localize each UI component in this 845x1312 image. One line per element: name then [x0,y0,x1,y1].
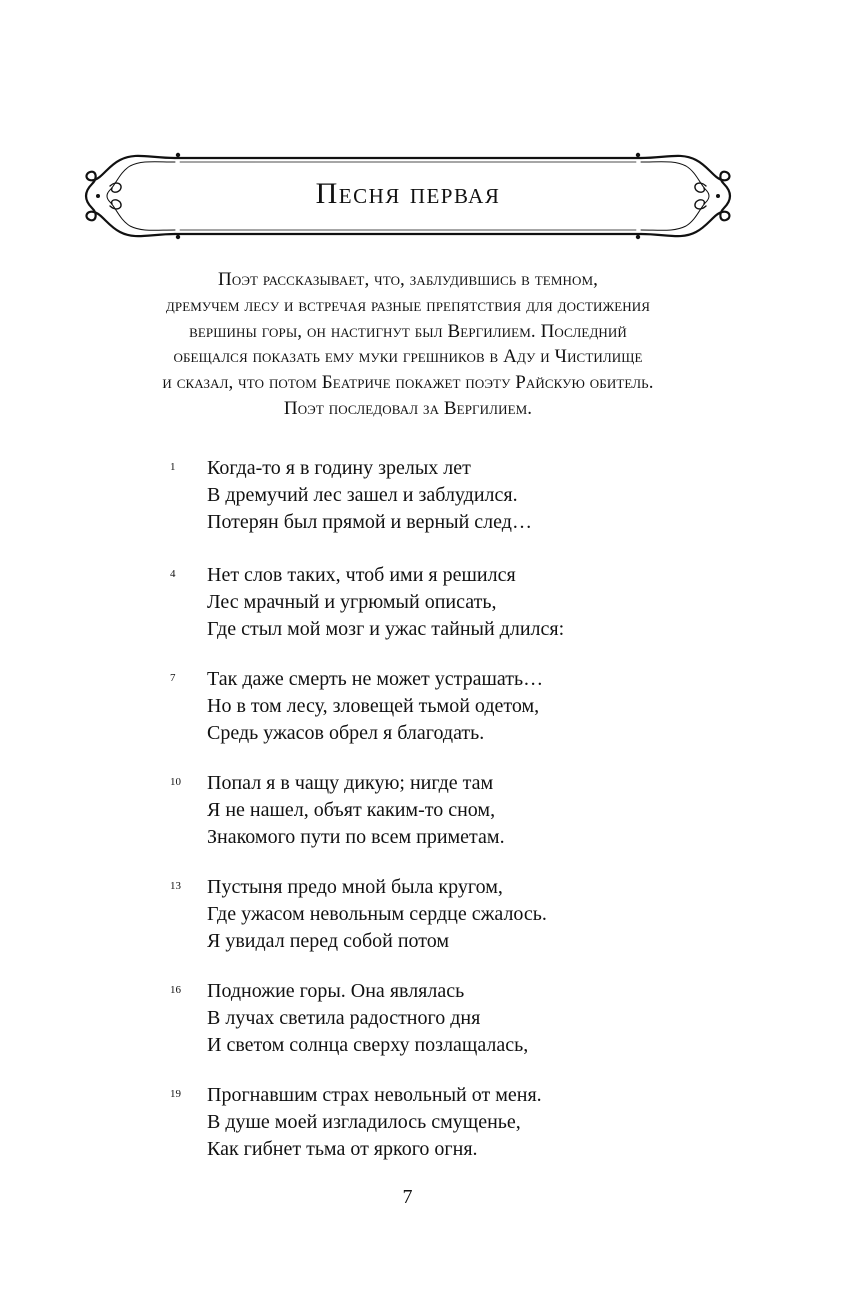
argument-line: и сказал, что потом Беатриче покажет поэту Райскую обитель. [162,372,654,394]
stanza-lines [207,1082,542,1163]
verse-line: В душе моей изгладилось смущенье, [207,1111,521,1133]
argument-line: дремучем лесу и встречая разные препятствия для достижения [165,294,651,316]
page-number: 7 [402,1186,413,1208]
verse-line: Знакомого пути по всем приметам. [207,826,505,848]
verse-number: 16 [170,984,181,996]
chapter-title: Песня первая [315,177,501,210]
argument-line: вершины горы, он настигнут был Вергилием. Последний [189,320,627,342]
verse-line: Я увидал перед собой потом [207,930,450,952]
verse-line: В дремучий лес зашел и заблудился. [207,484,518,506]
verse-line: Где ужасом невольным сердце сжалось. [207,903,547,925]
verse-line: И светом солнца сверху позлащалась, [207,1034,529,1056]
verse-line: В лучах светила радостного дня [207,1007,481,1029]
stanza-lines [207,666,543,747]
verse-line: Нет слов таких, чтоб ими я решился [207,564,516,586]
verse-line: Пустыня предо мной была кругом, [207,876,503,898]
stanza-lines [207,874,547,955]
verse-number: 10 [170,776,181,788]
verse-line: Потерян был прямой и верный след… [207,511,532,533]
verse-number: 7 [170,672,176,684]
verse-line: Когда-то я в годину зрелых лет [207,457,471,479]
verse-line: Так даже смерть не может устрашать… [207,668,544,690]
stanza-lines [207,455,532,536]
verse-line: Подножие горы. Она являлась [207,980,465,1002]
stanza-lines [207,978,528,1059]
verse-number: 4 [170,568,176,580]
argument-line: Поэт рассказывает, что, заблудившись в темном, [218,269,598,290]
verse-line: Но в том лесу, зловещей тьмой одетом, [207,695,540,717]
verse-line: Попал я в чащу дикую; нигде там [207,772,494,794]
verse-number: 19 [170,1088,181,1100]
argument-line: Поэт последовал за Вергилием. [283,397,533,419]
verse-line: Как гибнет тьма от яркого огня. [207,1138,478,1160]
verse-number: 13 [170,880,181,892]
verse-line: Средь ужасов обрел я благодать. [207,722,485,744]
verse-line: Прогнавшим страх невольный от меня. [207,1084,542,1106]
stanza-lines [207,770,505,851]
verse-line: Где стыл мой мозг и ужас тайный длился: [207,618,565,640]
stanza-lines [207,562,564,643]
argument-line: обещался показать ему муки грешников в Аду и Чистилище [173,346,643,368]
verse-line: Лес мрачный и угрюмый описать, [207,591,497,613]
verse-number: 1 [170,461,176,473]
chapter-argument [90,267,726,422]
verse-line: Я не нашел, объят каким-то сном, [207,799,496,821]
